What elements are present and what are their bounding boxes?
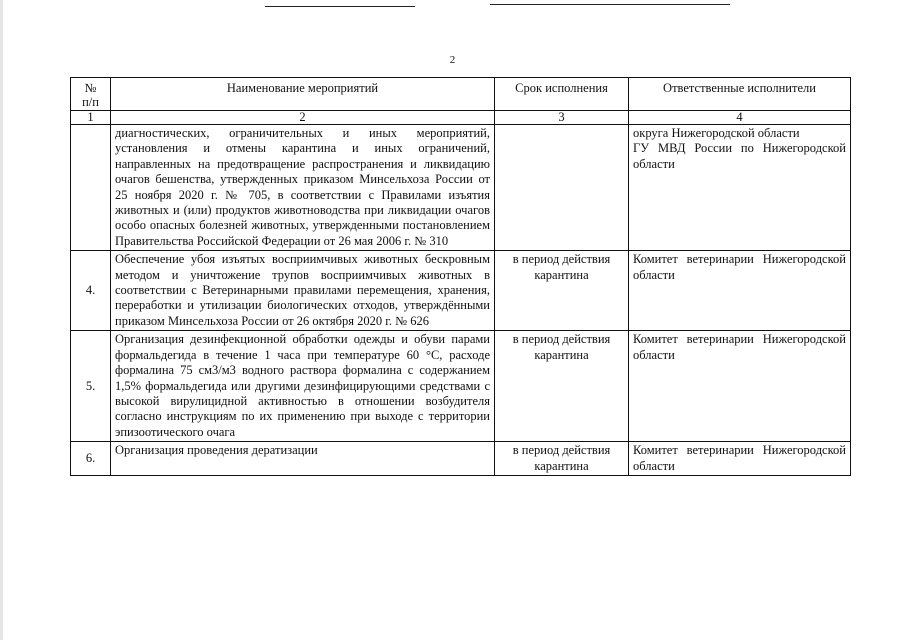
activity-cell: Организация проведения дератизации — [111, 442, 495, 476]
row-number — [71, 125, 111, 251]
page-edge-shadow — [0, 0, 3, 640]
deadline-cell: в период действия карантина — [495, 331, 629, 442]
table-row — [71, 331, 851, 442]
scan-artifact-line — [490, 4, 730, 5]
page-number: 2 — [449, 54, 456, 66]
responsible-cell: округа Нижегородской области ГУ МВД России по Нижегородской области — [629, 125, 851, 251]
header-deadline: Срок исполнения — [495, 78, 629, 111]
column-number: 3 — [495, 111, 629, 125]
deadline-cell: в период действия карантина — [495, 251, 629, 331]
measures-table — [70, 77, 851, 476]
row-number: 5. — [71, 331, 111, 442]
header-number: № п/п — [71, 78, 111, 111]
responsible-cell: Комитет ветеринарии Нижегородской области — [629, 331, 851, 442]
row-number: 4. — [71, 251, 111, 331]
deadline-cell — [495, 125, 629, 251]
scan-artifact-line — [265, 6, 415, 7]
header-activity: Наименование мероприятий — [111, 78, 495, 111]
activity-cell: диагностических, ограничительных и иных мероприятий, установления и отмены карантина и иных ограничений, направленных на предотвращение распространения и ликвидацию очагов бешенства, утвержденных приказом Минсельхоза России от 25 ноября 2020 г. № 705, в соответствии с Правилами изъятия животных и (или) продуктов животноводства при ликвидации очагов особо опасных болезней животных, утвержденными постановлением Правительства Российской Федерации от 26 мая 2006 г. № 310 — [111, 125, 495, 251]
column-number: 1 — [71, 111, 111, 125]
row-number: 6. — [71, 442, 111, 476]
deadline-cell: в период действия карантина — [495, 442, 629, 476]
header-responsible: Ответственные исполнители — [629, 78, 851, 111]
responsible-cell: Комитет ветеринарии Нижегородской области — [629, 251, 851, 331]
table-row — [71, 125, 851, 251]
responsible-cell: Комитет ветеринарии Нижегородской области — [629, 442, 851, 476]
column-number: 4 — [629, 111, 851, 125]
activity-cell: Организация дезинфекционной обработки одежды и обуви парами формальдегида в течение 1 часа при температуре 60 °С, расходе формалина 75 см3/м3 водного раствора формалина с содержанием 1,5% формальдегида или другими дезинфицирующими средствами с высокой вирулицидной активностью в отношении возбудителя согласно инструкциям по их применению при выходе с территории эпизоотического очага — [111, 331, 495, 442]
table-row — [71, 442, 851, 476]
table-header-row — [71, 78, 851, 111]
column-number: 2 — [111, 111, 495, 125]
table-row — [71, 251, 851, 331]
activity-cell: Обеспечение убоя изъятых восприимчивых животных бескровным методом и уничтожение трупов восприимчивых животных в соответствии с Ветеринарными правилами перемещения, хранения, переработки и утилизации биологических отходов, утверждёнными приказом Минсельхоза России от 26 октября 2020 г. № 626 — [111, 251, 495, 331]
column-number-row — [71, 111, 851, 125]
